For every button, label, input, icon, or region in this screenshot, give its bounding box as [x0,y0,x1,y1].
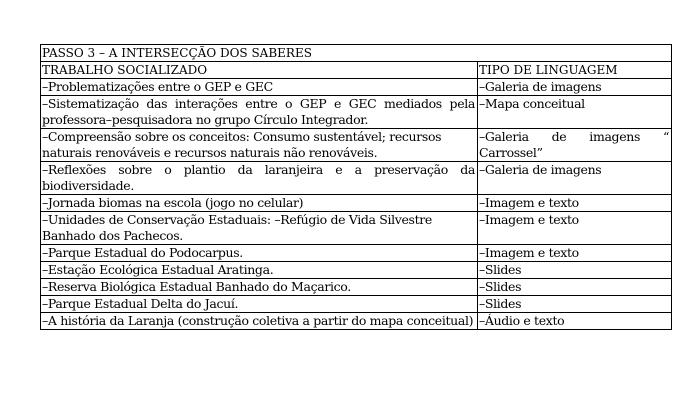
table-title-row [41,45,672,62]
table-title: PASSO 3 – A INTERSECÇÃO DOS SABERES [41,45,672,62]
row-language: –Galeria de imagens [478,162,672,195]
table-row [41,313,672,330]
table-row [41,262,672,279]
row-work: –Reflexões sobre o plantio da laranjeira e a preservação da biodiversidade. [41,162,478,195]
row-language: –Áudio e texto [478,313,672,330]
row-language: –Imagem e texto [478,195,672,212]
table-row [41,245,672,262]
table-header-row [41,62,672,79]
header-language: TIPO DE LINGUAGEM [478,62,672,79]
row-language: –Slides [478,296,672,313]
row-language: –Galeria de imagens [478,79,672,96]
row-work: –Parque Estadual do Podocarpus. [41,245,478,262]
table-row [41,96,672,129]
saberes-table [40,44,672,330]
table-row [41,129,672,162]
row-language: –Slides [478,279,672,296]
row-work: –Jornada biomas na escola (jogo no celular) [41,195,478,212]
row-language: –Mapa conceitual [478,96,672,129]
table-row [41,195,672,212]
table-row [41,279,672,296]
row-work: –A história da Laranja (construção coletiva a partir do mapa conceitual) [41,313,478,330]
table-row [41,162,672,195]
row-language: –Imagem e texto [478,212,672,245]
row-work: –Parque Estadual Delta do Jacuí. [41,296,478,313]
table-row [41,79,672,96]
row-work: –Reserva Biológica Estadual Banhado do Maçarico. [41,279,478,296]
table-row [41,212,672,245]
row-work: –Sistematização das interações entre o GEP e GEC mediados pela professora–pesquisadora no grupo Círculo Integrador. [41,96,478,129]
row-language: –Galeria de imagens “ Carrossel” [478,129,672,162]
row-language: –Slides [478,262,672,279]
table-row [41,296,672,313]
row-language: –Imagem e texto [478,245,672,262]
row-work: –Compreensão sobre os conceitos: Consumo sustentável; recursos naturais renováveis e recursos naturais não renováveis. [41,129,478,162]
header-work: TRABALHO SOCIALIZADO [41,62,478,79]
row-work: –Unidades de Conservação Estaduais: –Refúgio de Vida Silvestre Banhado dos Pachecos. [41,212,478,245]
row-work: –Estação Ecológica Estadual Aratinga. [41,262,478,279]
row-work: –Problematizações entre o GEP e GEC [41,79,478,96]
